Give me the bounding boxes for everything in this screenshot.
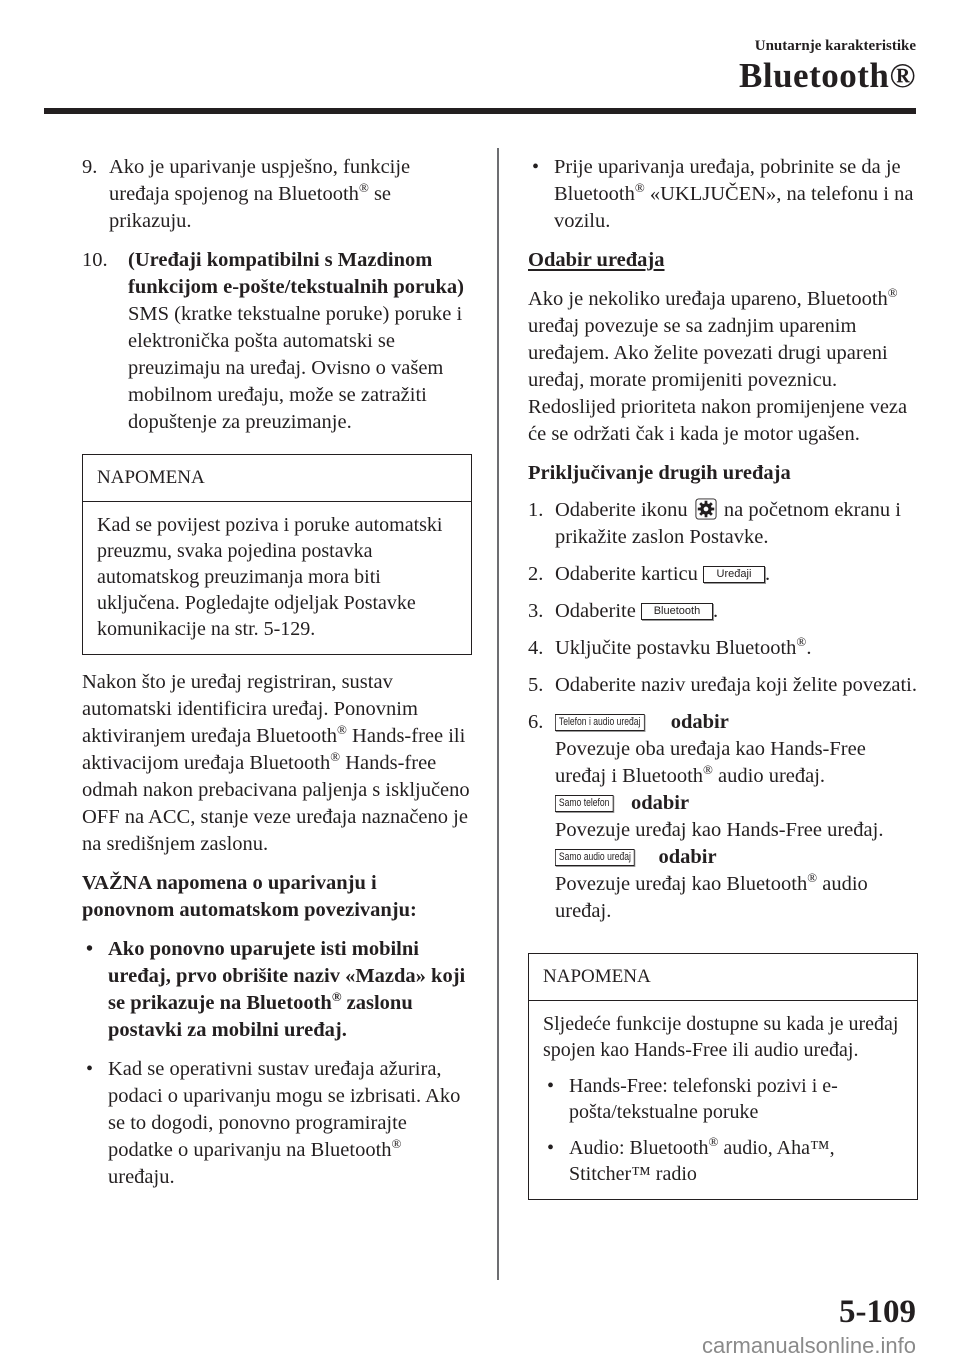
option-text: audio uređaj. — [712, 765, 826, 787]
paragraph-text: uređaj povezuje se sa zadnjim uparenim uređajem. Ako želite povezati drugi upareni uređaj, morate promijeniti poveznicu. Redoslijed prioriteta nakon promijenjene veza će se održati čak i kada je motor ugašen. — [528, 315, 908, 445]
subheading: Priključivanje drugih uređaja — [528, 462, 791, 484]
item-text: se prikazuju. — [109, 183, 392, 232]
list-item-10 — [82, 247, 472, 436]
note-box — [528, 953, 918, 1200]
bullet-text: «UKLJUČEN», na telefonu i na vozilu. — [554, 183, 914, 232]
note-body — [529, 1001, 917, 1199]
option-text: audio uređaj. — [555, 873, 868, 922]
paragraph — [528, 286, 918, 448]
step-text: Odaberite ikonu — [555, 499, 693, 521]
step-number: 1. — [528, 499, 544, 521]
bullet-text: zaslonu postavki za mobilni uređaj. — [108, 992, 413, 1041]
note-heading: NAPOMENA — [83, 455, 471, 502]
step-number: 6. — [528, 711, 544, 733]
option-text: Povezuje uređaj kao Hands-Free uređaj. — [555, 819, 884, 841]
registered-mark: ® — [331, 989, 342, 1004]
step-number: 4. — [528, 637, 544, 659]
step-text: na početnom ekranu i prikažite zaslon Postavke. — [555, 499, 901, 548]
option-text: Povezuje oba uređaja kao Hands-Free uređaj i Bluetooth — [555, 738, 866, 787]
option-audio-only — [555, 844, 918, 925]
note-box — [82, 454, 472, 655]
bullet-item — [82, 936, 472, 1044]
note-text: Sljedeće funkcije dostupne su kada je uređaj spojen kao Hands-Free ili audio uređaj. — [543, 1013, 899, 1061]
option-label: odabir — [630, 792, 690, 814]
step-text: Uključite postavku Bluetooth — [555, 637, 797, 659]
phone-only-button[interactable]: Samo telefon — [555, 795, 613, 812]
option-label: odabir — [670, 711, 729, 733]
note-text: Kad se povijest poziva i poruke automatski preuzmu, svaka pojedina postavka automatskog preuzimanja mora biti uključena. Pogledajte odjeljak Postavke komunikacije na str. 5-129. — [97, 514, 443, 640]
gear-icon — [695, 498, 717, 520]
bullet-text: Audio: Bluetooth — [569, 1137, 709, 1159]
step-2 — [528, 561, 918, 588]
paragraph-text: Hands-free ili aktivacijom uređaja Bluetooth — [82, 725, 466, 774]
paragraph-text: Hands-free odmah nakon prebacivana paljenja s isključeno OFF na ACC, stanje veze uređaja naznačeno je na središnjem zaslonu. — [82, 752, 470, 855]
step-text: Odaberite naziv uređaja koji želite povezati. — [555, 674, 917, 696]
step-number: 5. — [528, 674, 544, 696]
paragraph-text: Nakon što je uređaj registriran, sustav automatski identificira uređaj. Ponovnim aktiviranjem uređaja Bluetooth — [82, 671, 418, 747]
bullet-dot: • — [532, 156, 540, 178]
bullet-text: uređaju. — [108, 1166, 175, 1188]
registered-mark: ® — [807, 870, 818, 885]
item-number: 10. — [82, 249, 108, 271]
option-label: odabir — [658, 846, 717, 868]
item-text: SMS (kratke tekstualne poruke) poruke i elektronička pošta automatski se preuzimaju na uređaj. Ovisno o vašem mobilnom uređaju, može se zatražiti dopuštenje za preuzimanje. — [128, 303, 463, 433]
list-item-9 — [82, 154, 472, 235]
left-column — [82, 154, 472, 1191]
bullet-text: Hands-Free: telefonski pozivi i e-pošta/tekstualne poruke — [569, 1075, 838, 1123]
registered-mark: ® — [703, 762, 713, 777]
bullet-item — [543, 1135, 903, 1187]
paragraph-text: Ako je nekoliko uređaja upareno, Bluetooth — [528, 288, 888, 310]
bullet-item — [528, 154, 918, 235]
bullet-dot: • — [86, 938, 94, 960]
section-title: Unutarnje karakteristike — [754, 38, 916, 54]
header-rule — [44, 108, 916, 114]
registered-mark: ® — [634, 180, 645, 195]
step-text: . — [764, 563, 771, 585]
registered-mark: ® — [796, 634, 807, 649]
step-text: Odaberite — [555, 600, 641, 622]
registered-mark: ® — [358, 180, 369, 195]
step-number: 2. — [528, 563, 544, 585]
option-phone-and-audio — [555, 709, 918, 790]
page-number: 5-109 — [839, 1294, 916, 1330]
watermark: carmanualsonline.info — [701, 1333, 916, 1358]
option-phone-only — [555, 790, 918, 844]
step-1 — [528, 497, 918, 551]
registered-mark: ® — [330, 749, 341, 764]
note-heading: NAPOMENA — [529, 954, 917, 1001]
column-divider — [497, 148, 499, 1280]
bullet-text: Ako ponovno uparujete isti mobilni uređaj, prvo obrišite naziv «Mazda» koji se prikazuje na Bluetooth — [108, 938, 466, 1014]
step-5 — [528, 672, 918, 699]
bullet-dot: • — [547, 1137, 555, 1159]
paragraph — [82, 669, 472, 858]
devices-tab-button[interactable]: Uređaji — [703, 566, 765, 583]
important-heading: VAŽNA napomena o uparivanju i ponovnom automatskom povezivanju: — [82, 872, 417, 921]
bullet-item — [543, 1073, 903, 1125]
option-text: Povezuje uređaj kao Bluetooth — [555, 873, 808, 895]
registered-mark: ® — [337, 722, 347, 737]
section-heading: Odabir uređaja — [528, 249, 665, 271]
bullet-text: Prije uparivanja uređaja, pobrinite se da je Bluetooth — [554, 156, 901, 205]
chapter-title: Bluetooth® — [739, 56, 916, 95]
step-3 — [528, 598, 918, 625]
right-column — [528, 154, 918, 1200]
bullet-text: Kad se operativni sustav uređaja ažurira, podaci o uparivanju mogu se izbrisati. Ako se to dogodi, ponovno programirajte podatke o uparivanju na Bluetooth — [108, 1058, 461, 1161]
item-title: (Uređaji kompatibilni s Mazdinom funkcijom e-pošte/tekstualnih poruka) — [128, 249, 465, 298]
step-text: Odaberite karticu — [555, 563, 703, 585]
bullet-dot: • — [547, 1075, 555, 1097]
registered-mark: ® — [708, 1134, 719, 1149]
audio-only-button[interactable]: Samo audio uređaj — [555, 849, 635, 866]
bluetooth-button[interactable]: Bluetooth — [641, 603, 713, 620]
registered-mark: ® — [391, 1136, 402, 1151]
step-text: . — [806, 637, 812, 659]
step-6 — [528, 709, 918, 925]
bullet-text: audio, Aha™, Stitcher™ radio — [569, 1137, 835, 1185]
bullet-dot: • — [86, 1058, 94, 1080]
step-text: . — [712, 600, 719, 622]
step-4 — [528, 635, 918, 662]
item-number: 9. — [82, 156, 98, 178]
item-text: Ako je uparivanje uspješno, funkcije uređaja spojenog na Bluetooth — [109, 156, 411, 205]
registered-mark: ® — [887, 285, 898, 300]
step-number: 3. — [528, 600, 544, 622]
phone-and-audio-button[interactable]: Telefon i audio uređaj — [555, 714, 644, 731]
bullet-item — [82, 1056, 472, 1191]
